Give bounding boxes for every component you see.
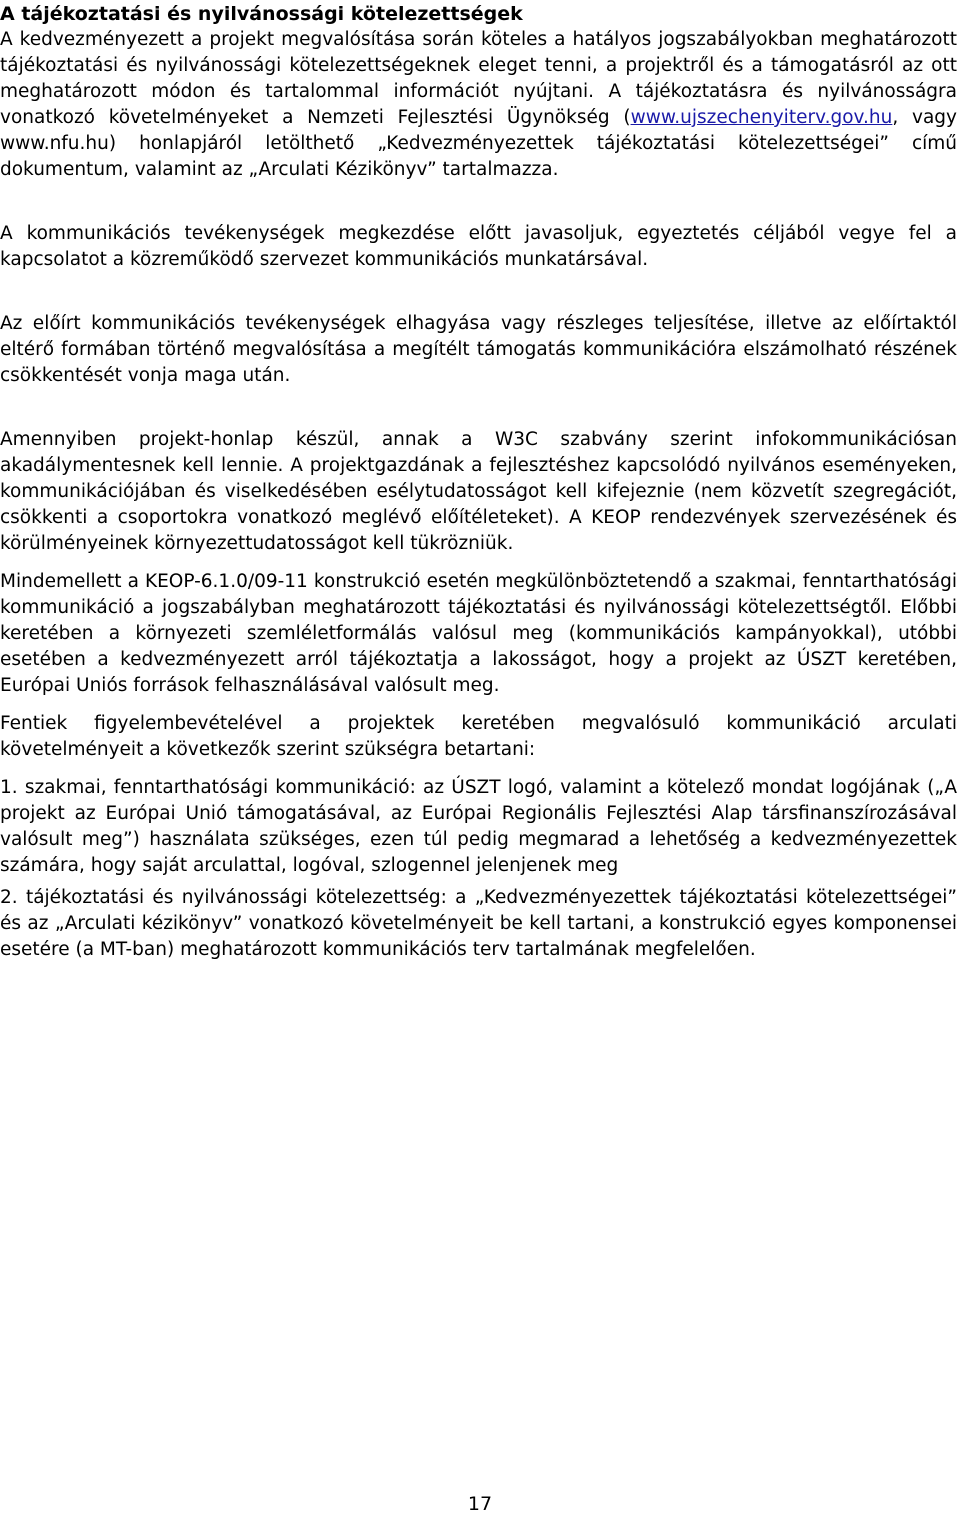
paragraph-obligations-text-a: A kedvezményezett a projekt megvalósítása során köteles a hatályos jogszabályokban meghatározott tájékoztatási és nyilvánossági kötelezettségeknek eleget tenni, a projektről és a támogatásról az ott meghatározott módon és tartalommal információt nyújtani. A tájékoztatásra és nyilvánosságra vonatkozó követelményeket a Nemzeti Fejlesztési Ügynökség ( bbox=[0, 29, 957, 128]
section-heading: A tájékoztatási és nyilvánossági kötelezettségek bbox=[0, 3, 523, 25]
paragraph-contact: A kommunikációs tevékenységek megkezdése előtt javasoljuk, egyeztetés céljából vegye fel a kapcsolatot a közreműködő szervezet kommunikációs munkatársával. bbox=[0, 223, 957, 270]
page-number: 17 bbox=[467, 1493, 493, 1515]
paragraph-accessibility: Amennyiben projekt-honlap készül, annak a W3C szabvány szerint infokommunikációsan akadálymentesnek kell lennie. A projektgazdának a fejlesztéshez kapcsolódó nyilvános eseményeken, kommunikációjában és viselkedésében esélytudatosságot kell kifejeznie (nem közvetít szegregációt, csökkenti a csoportokra vonatkozó meglévő előítéleteket). A KEOP rendezvények szervezésének és körülményeinek környezettudatosságot kell tükrözniük. bbox=[0, 429, 957, 554]
paragraph-obligations bbox=[0, 27, 957, 183]
paragraph-sanctions: Az előírt kommunikációs tevékenységek elhagyása vagy részleges teljesítése, illetve az előírtaktól eltérő formában történő megvalósítása a megítélt támogatás kommunikációra elszámolható részének csökkentését vonja maga után. bbox=[0, 313, 957, 386]
paragraph-item-2: 2. tájékoztatási és nyilvánossági kötelezettség: a „Kedvezményezettek tájékoztatási kötelezettségei” és az „Arculati kézikönyv” vonatkozó követelményeit be kell tartani, a konstrukció egyes komponensei esetére (a MT-ban) meghatározott kommunikációs terv tartalmának megfelelően. bbox=[0, 887, 957, 960]
paragraph-item-1: 1. szakmai, fenntarthatósági kommunikáció: az ÚSZT logó, valamint a kötelező mondat logójának („A projekt az Európai Unió támogatásával, az Európai Regionális Fejlesztési Alap társfinanszírozásával valósult meg”) használata szükséges, ezen túl pedig megmarad a lehetőség a kedvezményezettek számára, hogy saját arculattal, logóval, szlogennel jelenjenek meg bbox=[0, 777, 957, 876]
paragraph-requirements: Fentiek figyelembevételével a projektek keretében megvalósuló kommunikáció arculati követelményeit a következők szerint szükségra betartani: bbox=[0, 713, 957, 760]
ujszechenyiterv-link[interactable]: www.ujszechenyiterv.gov.hu bbox=[630, 107, 893, 128]
paragraph-obligations-text-b: , vagy www.nfu.hu) honlapjáról letölthető „Kedvezményezettek tájékoztatási kötelezettségei” című dokumentum, valamint az „Arculati Kézikönyv” tartalmazza. bbox=[0, 107, 957, 180]
paragraph-keop: Mindemellett a KEOP-6.1.0/09-11 konstrukció esetén megkülönböztetendő a szakmai, fenntarthatósági kommunikáció a jogszabályban meghatározott tájékoztatási és nyilvánossági kötelezettségtől. Előbbi keretében a környezeti szemléletformálás valósul meg (kommunikációs kampányokkal), utóbbi esetében a kedvezményezett arról tájékoztatja a lakosságot, hogy a projekt az ÚSZT keretében, Európai Uniós források felhasználásával valósult meg. bbox=[0, 571, 957, 696]
